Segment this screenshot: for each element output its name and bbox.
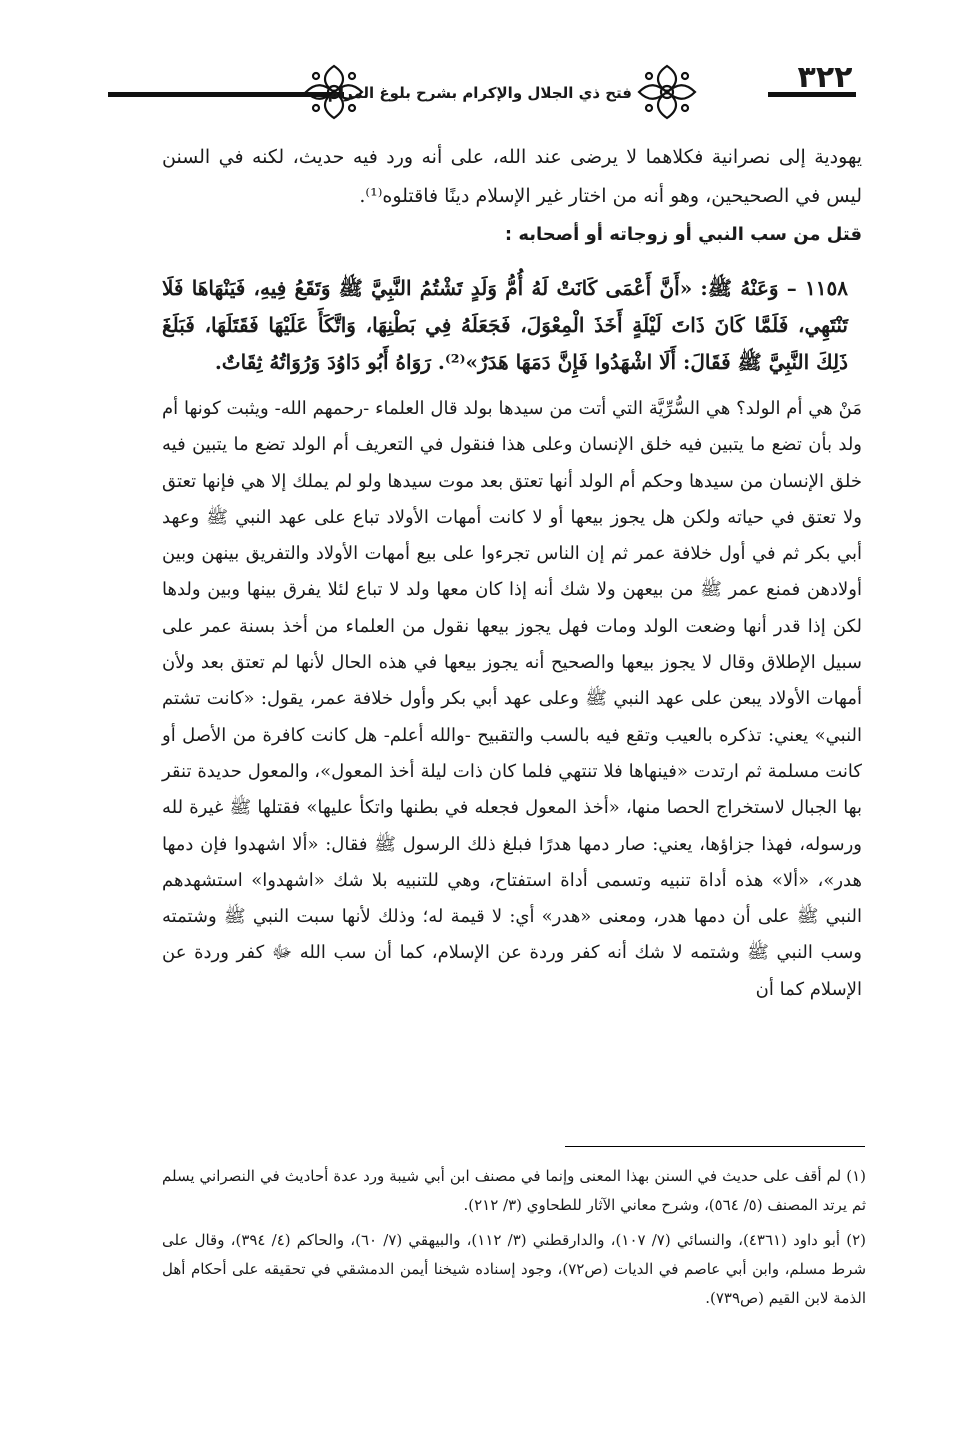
page-header [80, 52, 880, 122]
running-title: فتح ذي الجلال والإكرام بشرح بلوغ المرام [327, 84, 632, 102]
commentary-paragraph: مَنْ هي أم الولد؟ هي السُّرِّيَّة التي أتت من سيدها بولد قال العلماء -رحمهم الله- ويثبت كونها أم ولد بأن تضع ما يتبين فيه خلق الإنسان وعلى هذا فنقول في التعريف أم الولد تضع ما يتبين فيه خلق الإنسان من سيدها وحكم أم الولد أنها تعتق بعد موت سيدها ولو لم يملك إلا هي فإنها تعتق ولا تعتق في حياته ولكن هل يجوز بيعها أو لا كانت أمهات الأولاد تباع على عهد النبي ﷺ وعهد أبي بكر ثم في أول خلافة عمر ثم إن الناس تجرءوا على بيع أمهات الأولاد والتفريق بينهن وبين أولادهن فمنع عمر ﷺ من بيعهن ولا شك أنه إذا كان معها ولد لا تباع لئلا يفرق بينها وبين ولدها لكن إذا قدر أنها وضعت الولد ومات فهل يجوز بيعها نقول من العلماء من أخذ بسنة عمر على سبيل الإطلاق وقال لا يجوز بيعها والصحيح أنه يجوز بيعها في هذه الحال لأنها لم تعتق بعد ولأن أمهات الأولاد يبعن على عهد النبي ﷺ وعلى عهد أبي بكر وأول خلافة عمر، يقول: «كانت تشتم النبي» يعني: تذكره بالعيب وتقع فيه بالسب والتقبيح -والله أعلم- هل كانت كافرة من الأصل أو كانت مسلمة ثم ارتدت «فينهاها فلا تنتهي فلما كان ذات ليلة أخذ المعول»، والمعول حديدة تنقر بها الجبال لاستخراج الحصا منها، «أخذ المعول فجعله في بطنها واتكأ عليها» فقتلها ﷺ غيرة لله ورسوله، فهذا جزاؤها، يعني: صار دمها هدرًا فبلغ ذلك الرسول ﷺ فقال: «ألا اشهدوا فإن دمها هدر»، «ألا» هذه أداة تنبيه وتسمى أداة استفتاح، وهي للتنبيه بلا شك «اشهدوا» استشهدهم النبي ﷺ على أن دمها هدر، ومعنى «هدر» أي: لا قيمة له؛ وذلك لأنها سبت النبي ﷺ وشتمته وسب النبي ﷺ وشتمه لا شك أنه كفر وردة عن الإسلام، كما أن سب الله ﷻ كفر وردة عن الإسلام كما أن [162, 398, 862, 1000]
footnotes [162, 1162, 866, 1319]
page-number: ٣٢٢ [797, 60, 853, 95]
intro-paragraph: يهودية إلى نصرانية فكلاهما لا يرضى عند الله، على أنه ورد فيه حديث، لكنه في السنن ليس في الصحيحين، وهو أنه من اختار غير الإسلام دينًا فاقتلوه⁽¹⁾. [162, 146, 862, 207]
section-heading: قتل من سب النبي أو زوجاته أو أصحابه : [504, 224, 862, 245]
hadith-number: ١١٥٨ [805, 276, 848, 300]
footnote-divider [565, 1146, 865, 1147]
footnote-1: (١) لم أقف على حديث في السنن بهذا المعنى وإنما في مصنف ابن أبي شيبة ورد عدة أحاديث في النصراني يسلم ثم يرتد المصنف (٥/ ٥٦٤)، وشرح معاني الآثار للطحاوي (٣/ ٢١٢). [162, 1167, 866, 1214]
main-text [162, 138, 862, 1008]
right-ornament-icon [635, 62, 699, 122]
hadith-text: – وَعَنْهُ ﷺ: «أَنَّ أَعْمَى كَانَتْ لَهُ أُمُّ وَلَدٍ تَشْتُمُ النَّبِيَّ ﷺ وَتَقَعُ فِيهِ، فَيَنْهَاهَا فَلَا تَنْتَهِي، فَلَمَّا كَانَ ذَاتَ لَيْلَةٍ أَخَذَ الْمِعْوَلَ، فَجَعَلَهُ فِي بَطْنِهَا، وَاتَّكَأَ عَلَيْهَا فَقَتَلَهَا، فَبَلَغَ ذَلِكَ النَّبِيَّ ﷺ فَقَالَ: أَلَا اشْهَدُوا فَإِنَّ دَمَهَا هَدَرٌ»⁽²⁾. رَوَاهُ أَبُو دَاوُدَ وَرُوَاتُهُ ثِقَاتٌ. [162, 276, 848, 374]
footnote-2: (٢) أبو داود (٤٣٦١)، والنسائي (٧/ ١٠٧)، والدارقطني (٣/ ١١٢)، والبيهقي (٧/ ٦٠)، والحاكم (٤/ ٣٩٤)، وقال على شرط مسلم، وابن أبي عاصم في الديات (ص٧٢)، وجود إسناده شيخنا أيمن الدمشقي في تحقيقه على أحكام أهل الذمة لابن القيم (ص٧٣٩). [162, 1231, 867, 1307]
hadith-block [162, 258, 862, 381]
